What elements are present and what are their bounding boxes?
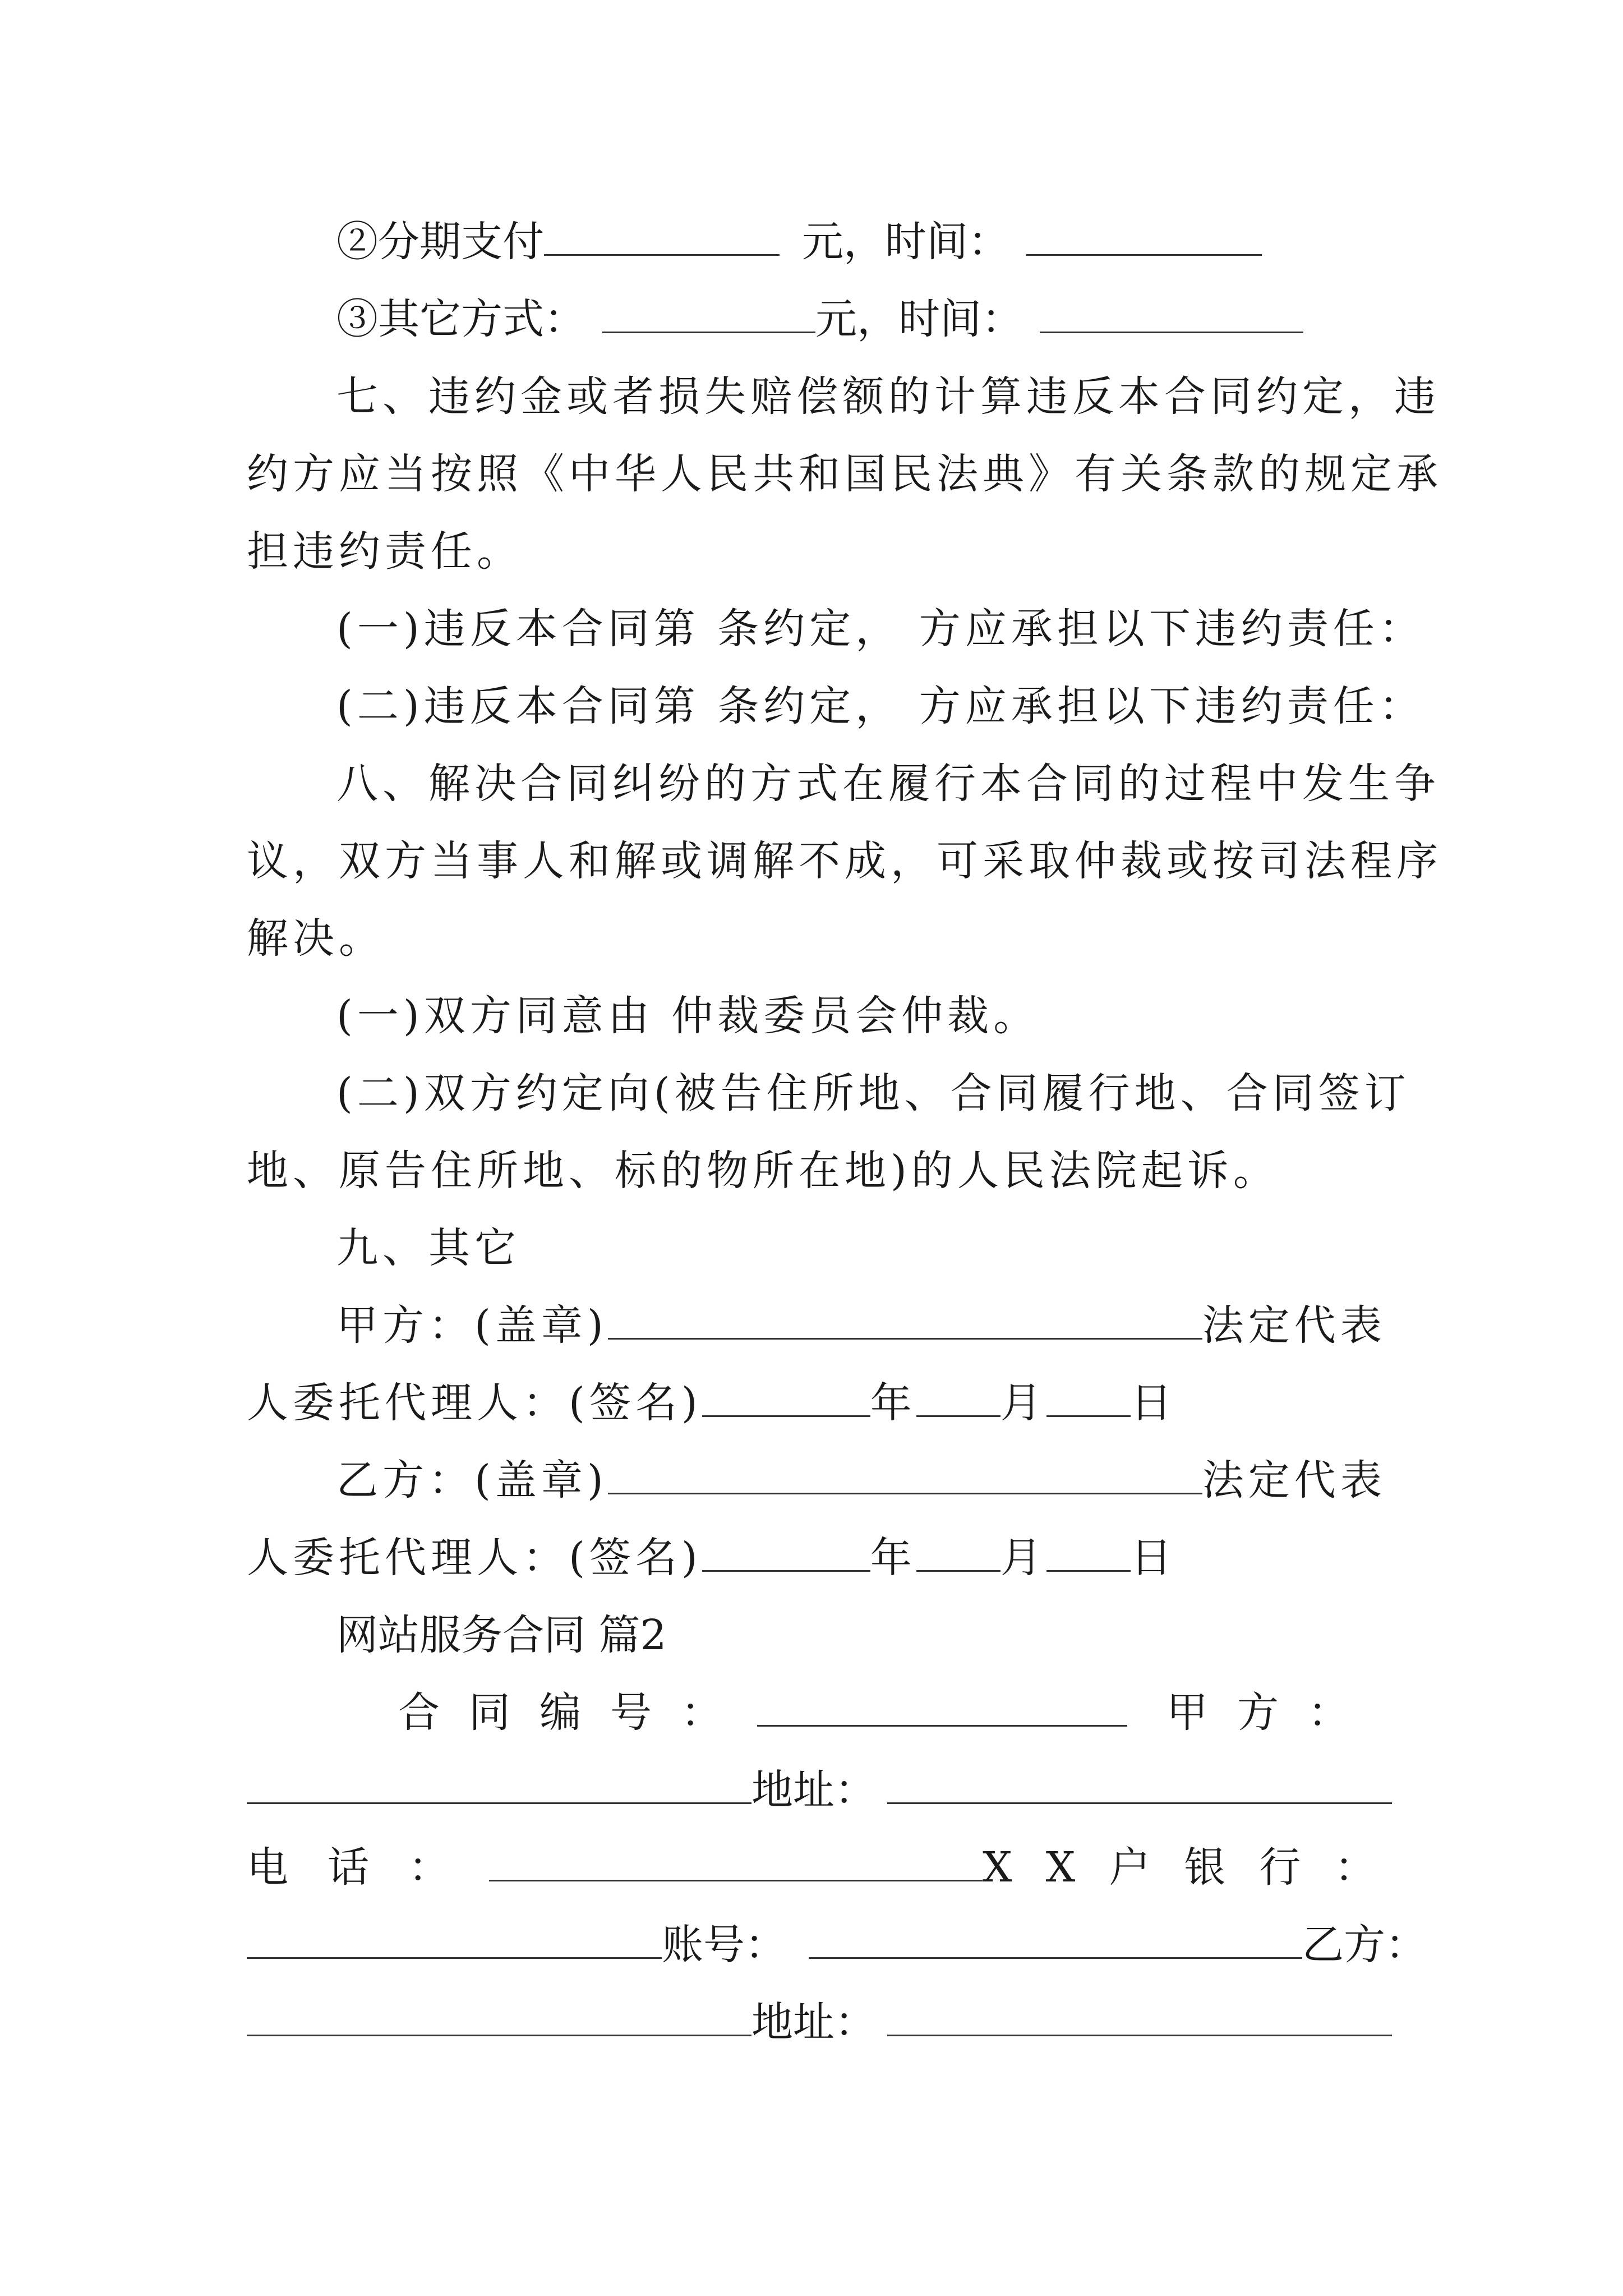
month-label-a: 月: [1000, 1379, 1046, 1427]
address-label-b: 地址：: [751, 1998, 876, 2046]
clause-8-line-1: 八、解决合同纠纷的方式在履行本合同的过程中发生争: [336, 760, 1440, 808]
account-label: 账号：: [662, 1921, 786, 1969]
other-method-label: ③其它方式：: [336, 295, 585, 343]
party-b-seal-line: [336, 1450, 1386, 1511]
account-line: [247, 1914, 1427, 1976]
address-line-b: [247, 1991, 1392, 2053]
installment-time-blank: [1026, 215, 1262, 256]
clause-8-item-2-line-1: (二)双方约定向(被告住所地、合同履行地、合同签订: [336, 1069, 1410, 1117]
year-label-b: 年: [870, 1534, 916, 1582]
clause-8-line-2: 议，双方当事人和解或调解不成，可采取仲裁或按司法程序: [247, 837, 1442, 885]
contract-number-label: 合同编号：: [398, 1688, 751, 1737]
address-line-a: [247, 1759, 1392, 1821]
day-blank-a: [1046, 1376, 1131, 1417]
phone-blank: [489, 1841, 983, 1881]
bank-label: XX户银行：: [983, 1843, 1410, 1892]
other-payment-line: [336, 288, 1303, 350]
party-b-label: 乙方：: [1302, 1921, 1427, 1969]
other-time-blank: [1040, 292, 1303, 333]
month-blank-a: [916, 1376, 1000, 1417]
phone-bank-line: [247, 1837, 1409, 1898]
month-label-b: 月: [1000, 1534, 1046, 1582]
clause-7-item-1: (一)违反本合同第 条约定， 方应承担以下违约责任：: [336, 605, 1425, 653]
party-a-seal-label: 甲方：(盖章): [336, 1301, 608, 1350]
party-a-sign-blank: [702, 1376, 870, 1417]
clause-7-line-1: 七、违约金或者损失赔偿额的计算违反本合同约定，违: [336, 372, 1440, 421]
account-blank: [809, 1918, 1302, 1959]
clause-7-line-2: 约方应当按照《中华人民共和国民法典》有关条款的规定承: [247, 450, 1442, 498]
installment-time-label: 元，时间：: [802, 218, 1009, 266]
clause-9-heading: 九、其它: [336, 1224, 520, 1272]
party-b-agent-line: [247, 1527, 1177, 1589]
address-blank-b: [887, 1995, 1392, 2036]
day-label-b: 日: [1130, 1534, 1177, 1582]
day-label-a: 日: [1130, 1379, 1177, 1427]
clause-8-line-3: 解决。: [247, 914, 385, 963]
party-a-name-blank: [247, 1763, 751, 1804]
party-a-agent-line: [247, 1372, 1177, 1434]
address-blank-a: [887, 1763, 1392, 1804]
bank-blank: [247, 1918, 662, 1959]
party-a-seal-blank: [608, 1299, 1202, 1340]
other-time-label: 元，时间：: [815, 295, 1023, 343]
clause-8-item-1: (一)双方同意由 仲裁委员会仲裁。: [336, 992, 1040, 1040]
party-a-label: 甲方：: [1166, 1688, 1378, 1737]
party-b-seal-label: 乙方：(盖章): [336, 1456, 608, 1504]
legal-rep-label-b: 法定代表: [1202, 1456, 1386, 1504]
party-b-agent-label: 人委托代理人：(签名): [247, 1534, 702, 1582]
installment-payment-line: [336, 211, 1262, 273]
party-b-name-blank: [247, 1995, 751, 2036]
party-a-seal-line: [336, 1295, 1386, 1356]
clause-7-line-3: 担违约责任。: [247, 527, 523, 576]
party-b-sign-blank: [702, 1531, 870, 1572]
installment-amount-blank: [544, 215, 780, 256]
address-label-a: 地址：: [751, 1766, 876, 1814]
section-heading-2: 网站服务合同 篇2: [336, 1611, 667, 1659]
party-a-agent-label: 人委托代理人：(签名): [247, 1379, 702, 1427]
phone-label: 电话：: [247, 1843, 489, 1892]
month-blank-b: [916, 1531, 1000, 1572]
year-label-a: 年: [870, 1379, 916, 1427]
party-b-seal-blank: [608, 1453, 1202, 1494]
contract-number-line: [398, 1682, 1378, 1743]
day-blank-b: [1046, 1531, 1131, 1572]
clause-8-item-2-line-2: 地、原告住所地、标的物所在地)的人民法院起诉。: [247, 1147, 1279, 1195]
clause-7-item-2: (二)违反本合同第 条约定， 方应承担以下违约责任：: [336, 682, 1425, 730]
legal-rep-label-a: 法定代表: [1202, 1301, 1386, 1350]
other-amount-blank: [602, 292, 815, 333]
contract-number-blank: [757, 1686, 1127, 1727]
installment-label: ②分期支付: [336, 218, 544, 266]
